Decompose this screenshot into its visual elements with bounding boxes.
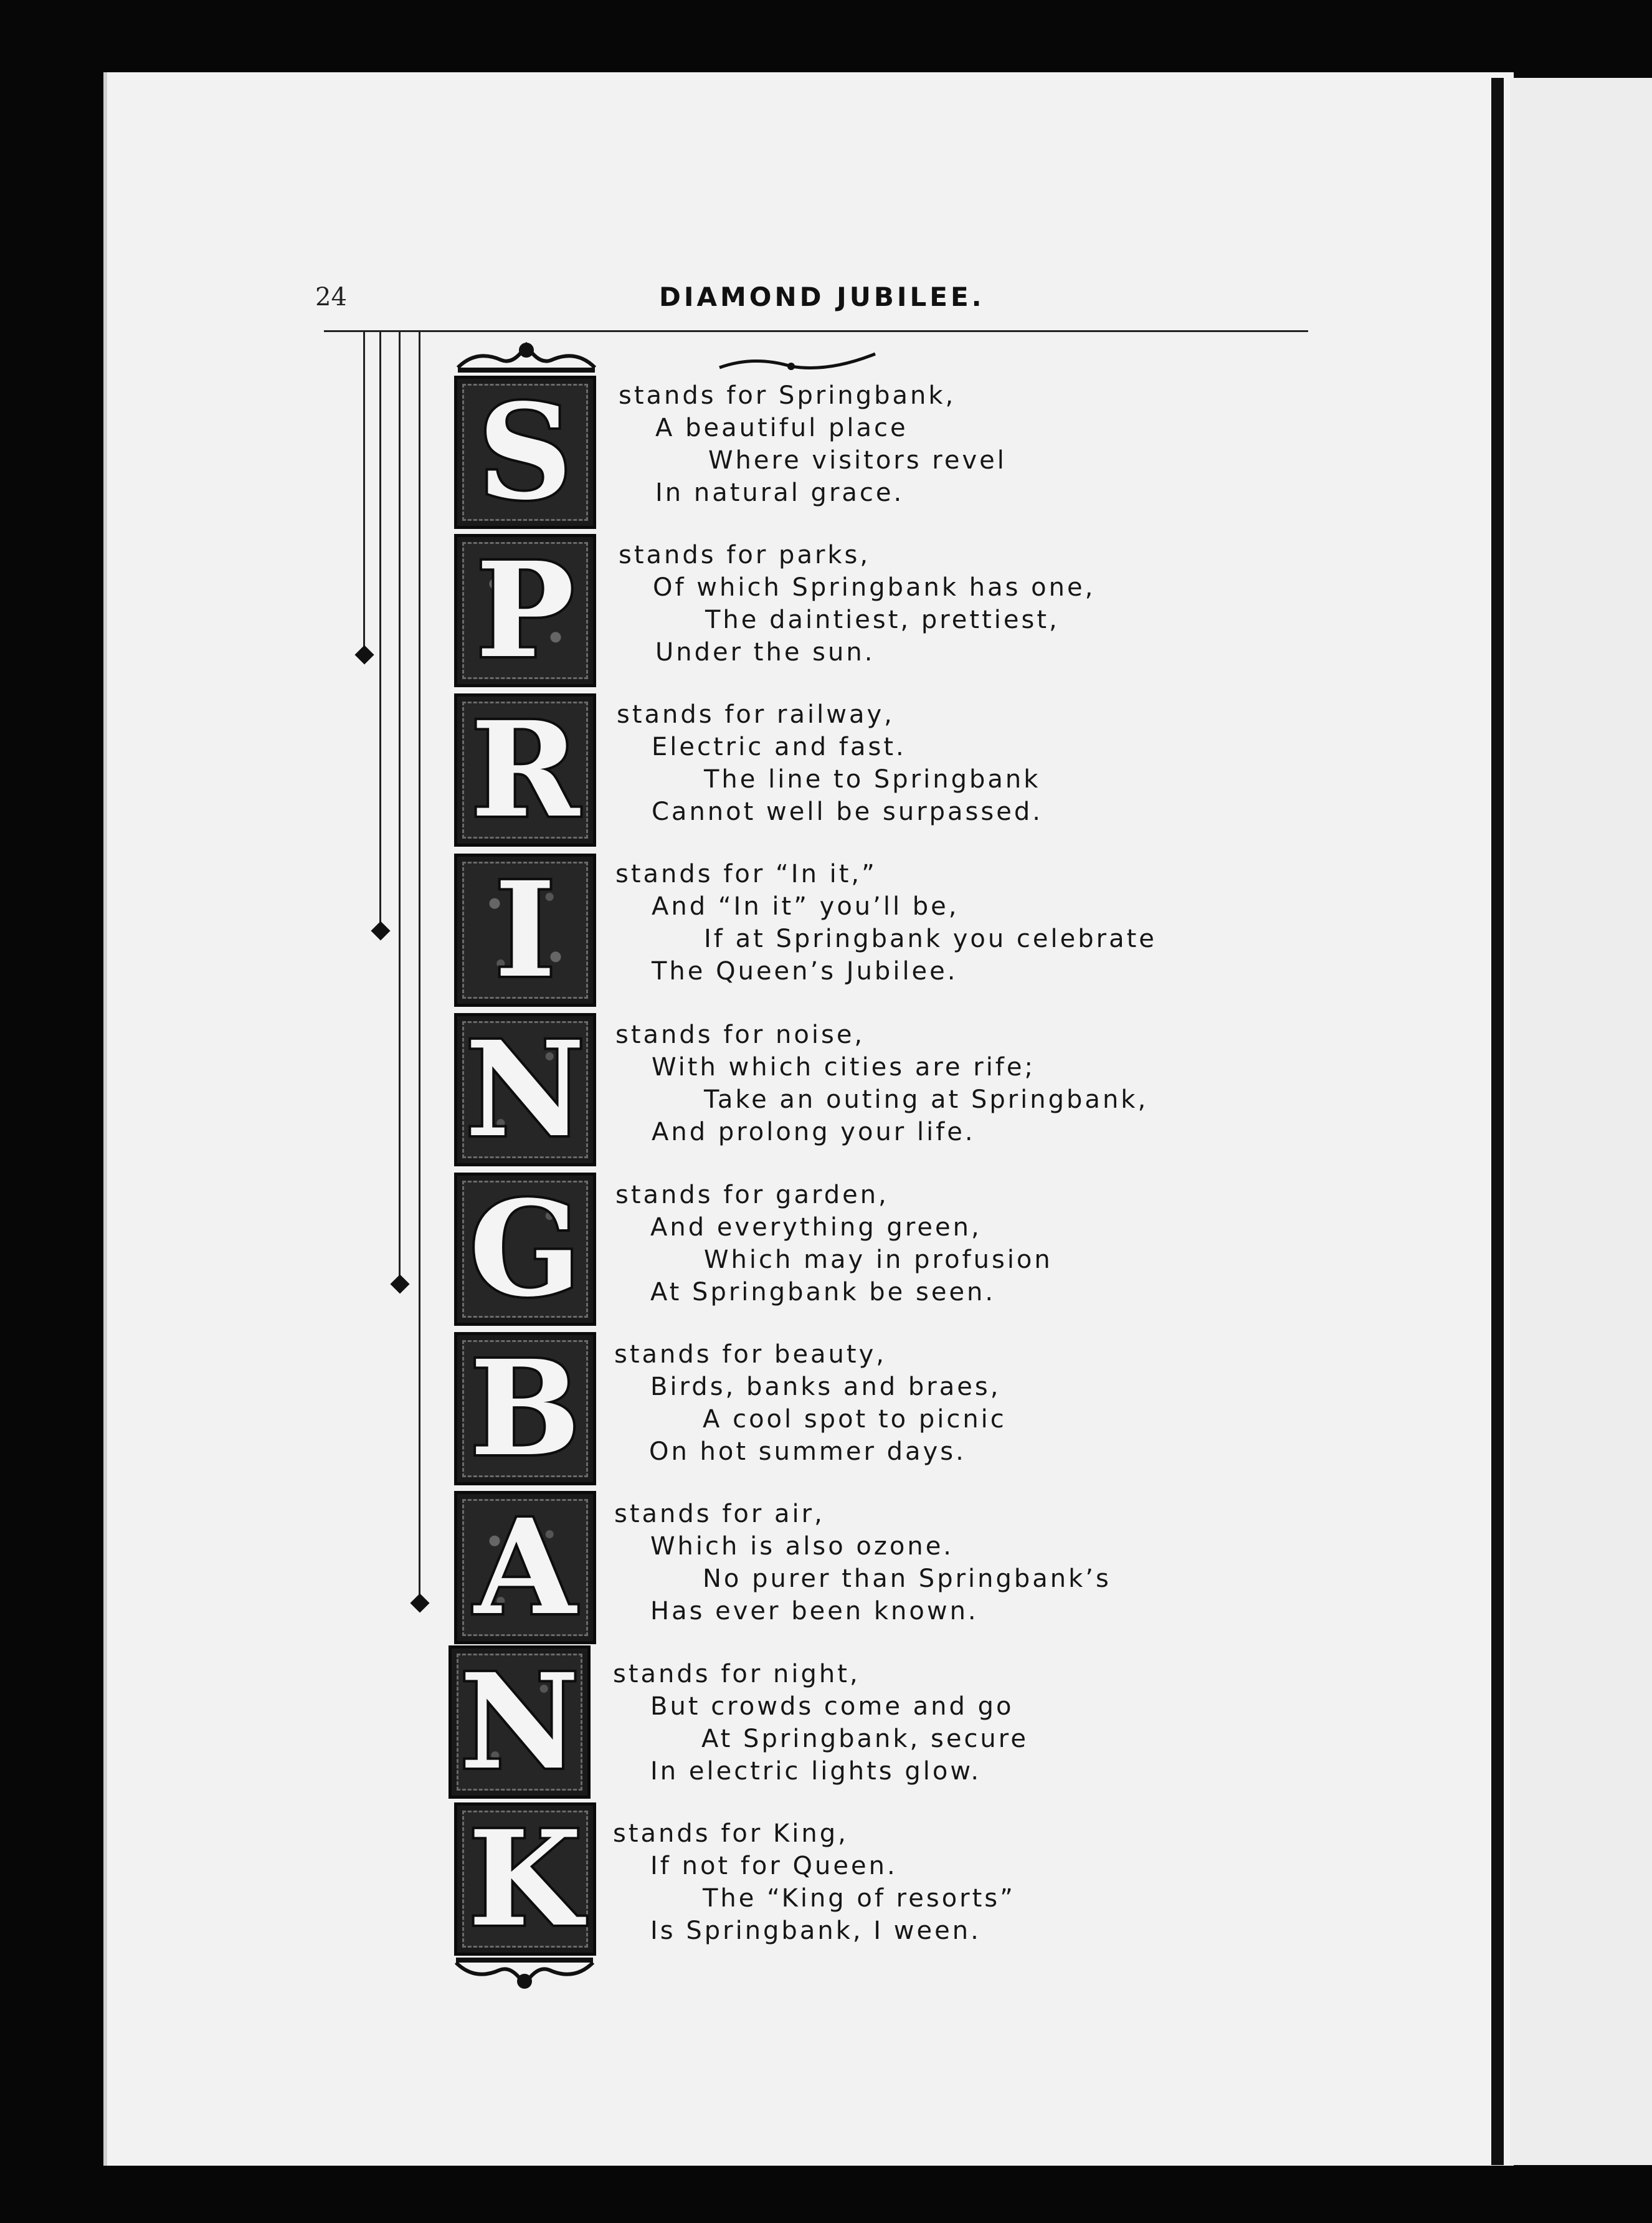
- poem-line: If at Springbank you celebrate: [704, 925, 1157, 953]
- poem-line: No purer than Springbank’s: [703, 1564, 1111, 1593]
- illuminated-letter-r: R: [454, 693, 596, 847]
- top-scroll-ornament-icon: [452, 336, 601, 374]
- hanging-line-4: [419, 331, 420, 1597]
- poem-line: A cool spot to picnic: [703, 1405, 1007, 1434]
- poem-line: stands for noise,: [615, 1021, 865, 1049]
- pen-flourish-icon: [716, 349, 878, 374]
- poem-line: stands for railway,: [617, 700, 895, 729]
- poem-line: stands for night,: [613, 1660, 860, 1688]
- poem-line: stands for air,: [614, 1500, 825, 1528]
- header-rule: [324, 330, 1308, 332]
- poem-line: stands for beauty,: [614, 1340, 886, 1369]
- poem-line: Which is also ozone.: [650, 1532, 954, 1561]
- facing-page-edge: [1510, 78, 1652, 2165]
- poem-line: The “King of resorts”: [703, 1884, 1015, 1913]
- poem-line: stands for garden,: [615, 1181, 889, 1209]
- poem-line: stands for parks,: [619, 541, 871, 569]
- poem-line: A beautiful place: [655, 414, 908, 442]
- poem-line: In electric lights glow.: [650, 1757, 982, 1786]
- illuminated-letter-b: B: [454, 1332, 596, 1485]
- hanging-line-2: [379, 331, 381, 926]
- illuminated-letter-i: I: [454, 854, 596, 1007]
- poem-line: Which may in profusion: [704, 1245, 1053, 1274]
- illuminated-letter-s: S: [454, 376, 596, 529]
- poem-line: Electric and fast.: [652, 733, 906, 761]
- poem-line: In natural grace.: [655, 478, 904, 507]
- poem-line: But crowds come and go: [650, 1692, 1014, 1721]
- running-title: DIAMOND JUBILEE.: [659, 282, 985, 312]
- poem-line: stands for “In it,”: [615, 860, 877, 888]
- poem-line: With which cities are rife;: [652, 1053, 1035, 1082]
- illuminated-letter-k: K: [454, 1802, 596, 1956]
- book-gutter: [1491, 78, 1504, 2165]
- illuminated-letter-p: P: [454, 534, 596, 687]
- poem-line: Birds, banks and braes,: [650, 1373, 1001, 1401]
- poem-line: Where visitors revel: [708, 446, 1007, 475]
- poem-line: And everything green,: [650, 1213, 982, 1242]
- illuminated-letter-n: N: [454, 1013, 596, 1166]
- poem-line: At Springbank be seen.: [650, 1278, 996, 1307]
- poem-line: On hot summer days.: [649, 1437, 966, 1466]
- page-number: 24: [315, 283, 347, 312]
- poem-line: And prolong your life.: [652, 1118, 976, 1146]
- poem-line: At Springbank, secure: [701, 1725, 1028, 1753]
- illuminated-letter-n: N: [449, 1645, 591, 1799]
- poem-line: Under the sun.: [655, 638, 875, 667]
- poem-line: And “In it” you’ll be,: [652, 892, 959, 921]
- poem-line: Has ever been known.: [650, 1597, 979, 1626]
- hanging-line-3: [399, 331, 401, 1277]
- illuminated-letter-a: A: [454, 1491, 596, 1644]
- poem-line: stands for King,: [613, 1819, 848, 1848]
- poem-line: The Queen’s Jubilee.: [652, 957, 958, 986]
- poem-line: stands for Springbank,: [619, 381, 956, 410]
- poem-line: The daintiest, prettiest,: [705, 606, 1060, 634]
- illuminated-letter-g: G: [454, 1173, 596, 1326]
- poem-line: Of which Springbank has one,: [653, 573, 1096, 602]
- poem-line: If not for Queen.: [650, 1852, 898, 1880]
- poem-line: Cannot well be surpassed.: [652, 797, 1043, 826]
- poem-line: Take an outing at Springbank,: [704, 1085, 1149, 1114]
- poem-line: The line to Springbank: [704, 765, 1041, 794]
- hanging-line-1: [363, 331, 365, 655]
- bottom-scroll-ornament-icon: [450, 1956, 599, 1994]
- poem-line: Is Springbank, I ween.: [650, 1916, 981, 1945]
